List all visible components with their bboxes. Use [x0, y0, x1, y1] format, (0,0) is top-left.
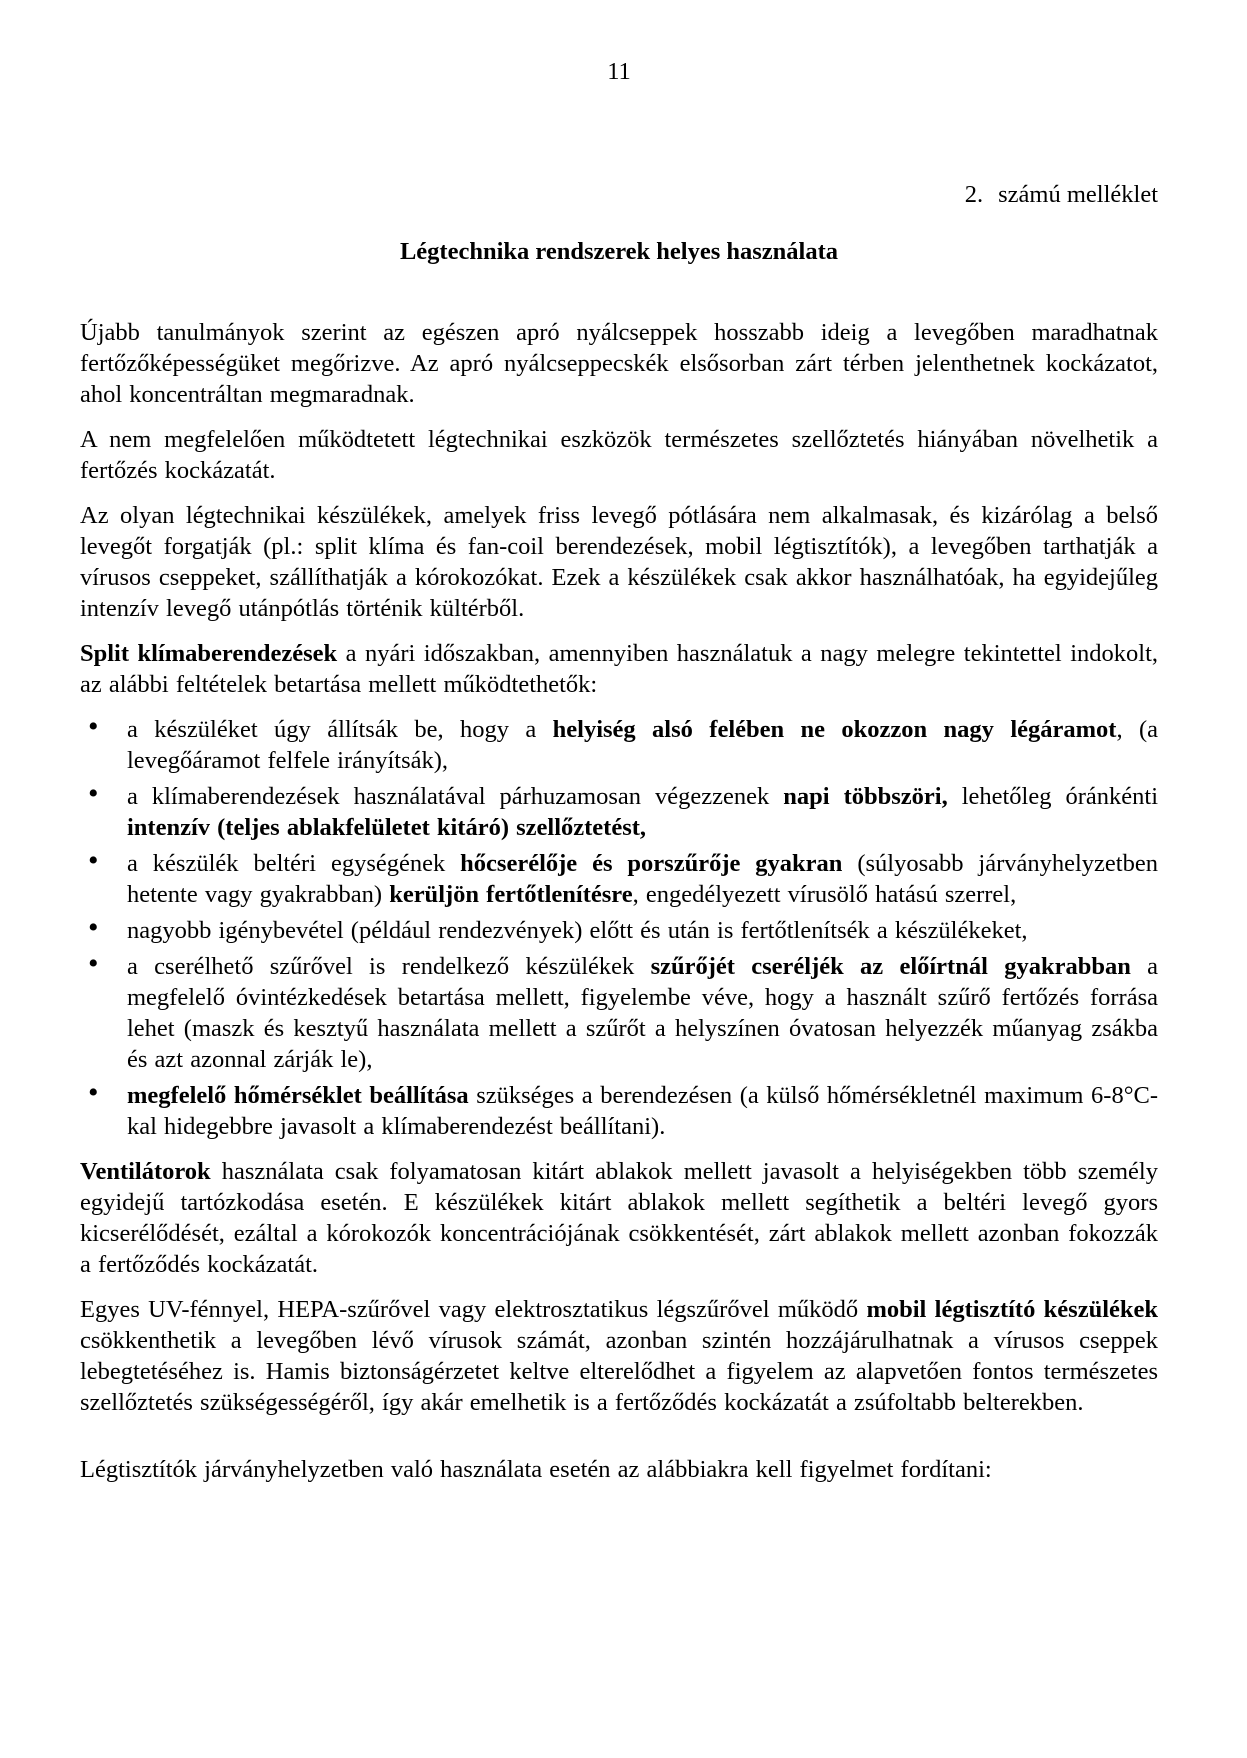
- paragraph-fans: Ventilátorok használata csak folyamatosan kitárt ablakok mellett javasolt a helyiségekben több személy egyidejű tartózkodása esetén. E készülékek kitárt ablakok mellett segíthetik a beltéri levegő gyors kicserélődését, ezáltal a kórokozók koncentrációjának csökkentését, zárt ablakok mellett azonban fokozzák a fertőződés kockázatát.: [80, 1158, 1158, 1278]
- list-item-temperature-setting: • megfelelő hőmérséklet beállítása szükséges a berendezésen (a külső hőmérsékletnél maximum 6-8°C-kal hidegebbre javasolt a klímaberendezést beállítani).: [88, 1076, 1159, 1140]
- bullet-dot-icon: •: [88, 947, 99, 980]
- annex-label: [80, 179, 1158, 210]
- list-item-daily-ventilation: • a klímaberendezések használatával párhuzamosan végezzenek napi többszöri, lehetőleg óránkénti intenzív (teljes ablakfelületet kitáró) szellőztetést,: [88, 777, 1158, 841]
- bullet-dot-icon: •: [88, 911, 99, 944]
- document-title: Légtechnika rendszerek helyes használata: [399, 238, 839, 265]
- list-item-disinfect-unit: • a készülék beltéri egységének hőcserélője és porszűrője gyakran (súlyosabb járványhelyzetben hetente vagy gyakrabban) kerüljön fertőtlenítésre, engedélyezett vírusölő hatású szerrel,: [88, 844, 1158, 908]
- page-number: 11: [607, 58, 631, 85]
- bullet-dot-icon: •: [88, 777, 99, 810]
- bullet-dot-icon: •: [88, 1076, 99, 1109]
- paragraph-improper-operation: A nem megfelelően működtetett légtechnikai eszközök természetes szellőztetés hiányában növelhetik a fertőzés kockázatát.: [80, 426, 1158, 484]
- list-item-filter-replacement: • a cserélhető szűrővel is rendelkező készülékek szűrőjét cseréljék az előírtnál gyakrabban a megfelelő óvintézkedések betartása mellett, figyelembe véve, hogy a használt szűrő fertőzés forrása lehet (maszk és kesztyű használata mellett a szűrőt a helyszínen óvatosan helyezzék műanyag zsákba és azt azonnal zárják le),: [88, 947, 1158, 1073]
- paragraph-recirculating-devices: Az olyan légtechnikai készülékek, amelyek friss levegő pótlására nem alkalmasak, és kizárólag a belső levegőt forgatják (pl.: split klíma és fan-coil berendezések, mobil légtisztítók), a levegőben tarthatják a vírusos cseppeket, szállíthatják a kórokozókat. Ezek a készülékek csak akkor használhatóak, ha egyidejűleg intenzív levegő utánpótlás történik kültérből.: [80, 502, 1158, 622]
- bullet-dot-icon: •: [88, 710, 99, 743]
- annex-number: 2.: [964, 181, 984, 208]
- paragraph-mobile-air-purifiers: Egyes UV-fénnyel, HEPA-szűrővel vagy elektrosztatikus légszűrővel működő mobil légtisztító készülékek csökkenthetik a levegőben lévő vírusok számát, azonban szintén hozzájárulhatnak a vírusos cseppek lebegtetéséhez is. Hamis biztonságérzetet keltve elterelődhet a figyelem az alapvetően fontos természetes szellőztetés szükségességéről, így akár emelhetik is a fertőződés kockázatát a zsúfoltabb belterekben.: [80, 1296, 1158, 1416]
- paragraph-purifiers-epidemic-note: Légtisztítók járványhelyzetben való használata esetén az alábbiakra kell figyelmet fordítani:: [80, 1456, 992, 1483]
- paragraph-droplets: Újabb tanulmányok szerint az egészen apró nyálcseppek hosszabb ideig a levegőben maradhatnak fertőzőképességüket megőrizve. Az apró nyálcseppecskék elsősorban zárt térben jelenthetnek kockázatot, ahol koncentráltan megmaradnak.: [80, 319, 1158, 408]
- paragraph-split-ac-intro: Split klímaberendezések a nyári időszakban, amennyiben használatuk a nagy melegre tekintettel indokolt, az alábbi feltételek betartása mellett működtethetők:: [80, 640, 1159, 698]
- list-item-disinfect-before-after-events: • nagyobb igénybevétel (például rendezvények) előtt és után is fertőtlenítsék a készülékeket,: [88, 911, 1028, 944]
- list-item-airflow-direction: • a készüléket úgy állítsák be, hogy a helyiség alsó felében ne okozzon nagy légáramot, (a levegőáramot felfele irányítsák),: [88, 710, 1158, 774]
- annex-text: számú melléklet: [998, 181, 1158, 208]
- bullet-dot-icon: •: [88, 844, 99, 877]
- split-ac-conditions-list: [80, 710, 1159, 1142]
